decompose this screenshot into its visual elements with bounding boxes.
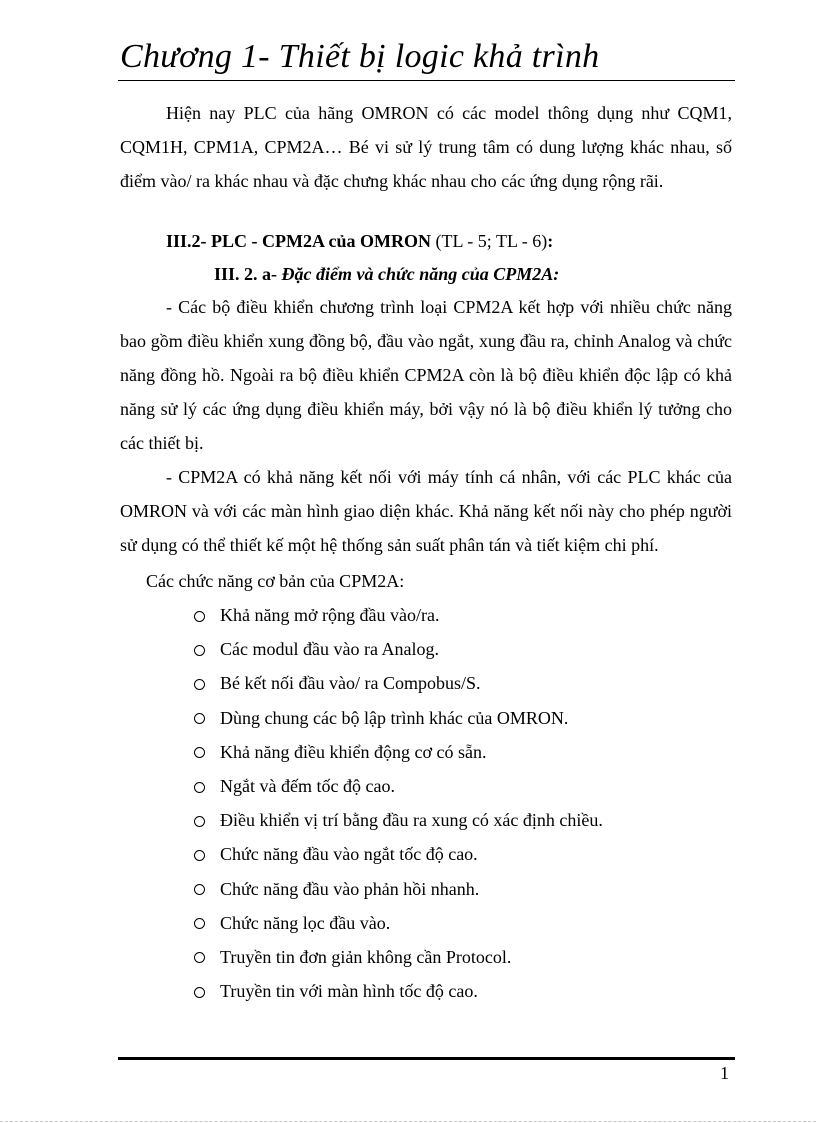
footer-divider: [118, 1057, 735, 1060]
list-item: Điều khiển vị trí bằng đầu ra xung có xác định chiều.: [190, 803, 603, 837]
subsection-title: Đặc điểm và chức năng của CPM2A:: [281, 264, 560, 284]
page-edge-line: [0, 1121, 816, 1122]
list-item: Chức năng đầu vào phản hồi nhanh.: [190, 872, 603, 906]
list-item: Chức năng lọc đầu vào.: [190, 906, 603, 940]
features-list-intro: Các chức năng cơ bản của CPM2A:: [146, 571, 405, 591]
features-list: [190, 598, 603, 1008]
list-item: Truyền tin với màn hình tốc độ cao.: [190, 974, 603, 1008]
circle-bullet-icon: [194, 713, 205, 724]
circle-bullet-icon: [194, 884, 205, 895]
circle-bullet-icon: [194, 782, 205, 793]
section-heading-title: III.2- PLC - CPM2A của OMRON: [166, 231, 431, 251]
circle-bullet-icon: [194, 987, 205, 998]
circle-bullet-icon: [194, 611, 205, 622]
list-item: Khả năng mở rộng đầu vào/ra.: [190, 598, 603, 632]
list-item: Chức năng đầu vào ngắt tốc độ cao.: [190, 837, 603, 871]
circle-bullet-icon: [194, 952, 205, 963]
chapter-header-title: Chương 1- Thiết bị logic khả trình: [120, 38, 600, 75]
subsection-number: III. 2. a-: [214, 264, 282, 284]
circle-bullet-icon: [194, 679, 205, 690]
section-heading-refs: (TL - 5; TL - 6): [430, 231, 548, 251]
circle-bullet-icon: [194, 850, 205, 861]
list-item: Truyền tin đơn giản không cần Protocol.: [190, 940, 603, 974]
section-heading-colon: :: [547, 231, 554, 251]
list-item: Dùng chung các bộ lập trình khác của OMRON.: [190, 701, 603, 735]
subsection-heading: [214, 259, 559, 289]
intro-paragraph: Hiện nay PLC của hãng OMRON có các model thông dụng như CQM1, CQM1H, CPM1A, CPM2A… Bé vi sử lý trung tâm có dung lượng khác nhau, số điểm vào/ ra khác nhau và đặc chưng khác nhau cho các ứng dụng rộng rãi.: [120, 103, 732, 191]
list-item: Khả năng điều khiển động cơ có sẵn.: [190, 735, 603, 769]
connectivity-paragraph: - CPM2A có khả năng kết nối với máy tính cá nhân, với các PLC khác của OMRON và với các màn hình giao diện khác. Khả năng kết nối này cho phép người sử dụng có thể thiết kế một hệ thống sản suất phân tán và tiết kiệm chi phí.: [120, 467, 732, 555]
circle-bullet-icon: [194, 747, 205, 758]
page-number: 1: [720, 1063, 729, 1083]
circle-bullet-icon: [194, 918, 205, 929]
features-paragraph: - Các bộ điều khiển chương trình loại CPM2A kết hợp với nhiều chức năng bao gồm điều khiển xung đồng bộ, đầu vào ngắt, xung đầu ra, chỉnh Analog và chức năng đồng hồ. Ngoài ra bộ điều khiển CPM2A còn là bộ điều khiển độc lập có khả năng sử lý các ứng dụng điều khiển máy, bởi vậy nó là bộ điều khiển lý tưởng cho các thiết bị.: [120, 297, 732, 453]
section-heading: [166, 226, 553, 256]
list-item: Các modul đầu vào ra Analog.: [190, 632, 603, 666]
header-divider: [118, 80, 735, 81]
list-item: Bé kết nối đầu vào/ ra Compobus/S.: [190, 666, 603, 700]
list-item: Ngắt và đếm tốc độ cao.: [190, 769, 603, 803]
circle-bullet-icon: [194, 816, 205, 827]
circle-bullet-icon: [194, 645, 205, 656]
